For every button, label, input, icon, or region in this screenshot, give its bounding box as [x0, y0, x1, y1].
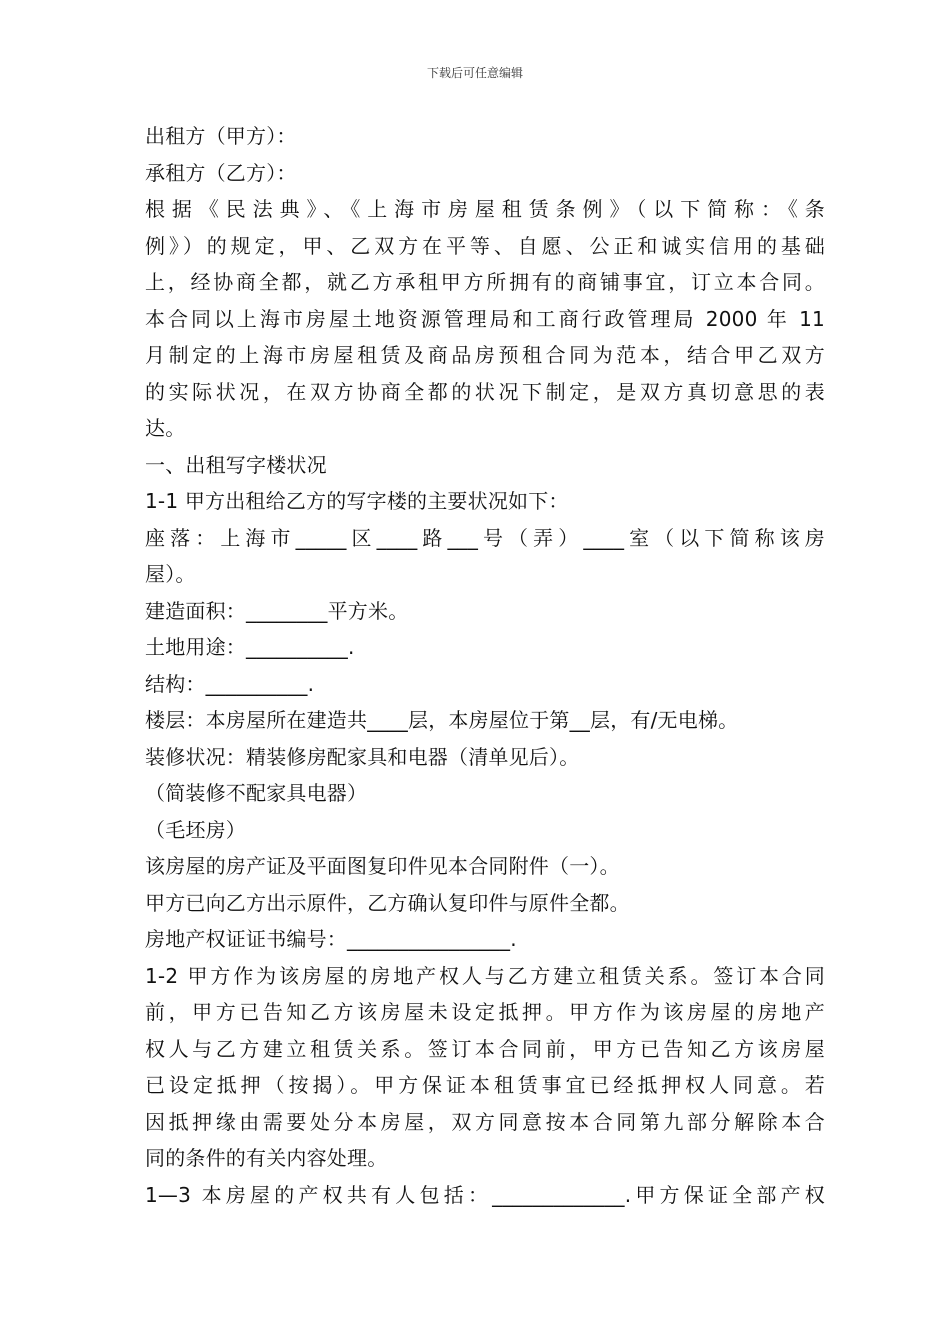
text-line-land-use: 土地用途：__________.	[145, 635, 355, 659]
text-line-location-1: 座落：上海市_____区____路___号（弄）____室（以下简称该房	[145, 525, 825, 550]
text-line-template-4: 达。	[145, 416, 186, 440]
clause-1-2-line-5: 因抵押缘由需要处分本房屋，双方同意按本合同第九部分解除本合	[145, 1109, 825, 1134]
clause-1-1: 1-1 甲方出租给乙方的写字楼的主要状况如下：	[145, 489, 569, 513]
text-line-preamble-3: 上，经协商全都，就乙方承租甲方所拥有的商铺事宜，订立本合同。	[145, 270, 825, 294]
text-line-certificate-copy: 该房屋的房产证及平面图复印件见本合同附件（一）。	[145, 854, 620, 878]
page-header: 下载后可任意编辑	[426, 66, 523, 80]
text-line-location-2: 屋）。	[145, 562, 196, 586]
text-line-certificate-number: 房地产权证证书编号：________________.	[145, 927, 517, 951]
document-body	[145, 118, 825, 1213]
text-line-structure: 结构：__________.	[145, 671, 315, 696]
clause-1-3-line-1: 1—3 本房屋的产权共有人包括：_____________.甲方保证全部产权	[145, 1182, 825, 1207]
text-line-template-2: 月制定的上海市房屋租赁及商品房预租合同为范本，结合甲乙双方	[145, 343, 825, 367]
clause-1-2-line-2: 前，甲方已告知乙方该房屋未设定抵押。甲方作为该房屋的房地产	[145, 1000, 825, 1024]
text-line-simple-decoration: （简装修不配家具电器）	[145, 781, 368, 805]
text-line-decoration: 装修状况：精装修房配家具和电器（清单见后）。	[145, 744, 580, 769]
text-line-preamble-2: 例》）的规定，甲、乙双方在平等、自愿、公正和诚实信用的基础	[145, 233, 825, 258]
text-line-preamble-1: 根据《民法典》、《上海市房屋租赁条例》（以下简称：《条	[145, 197, 825, 221]
section-heading-1: 一、出租写字楼状况	[145, 452, 327, 477]
text-line-lessee: 承租方（乙方）：	[145, 160, 297, 185]
text-line-original-shown: 甲方已向乙方出示原件，乙方确认复印件与原件全都。	[145, 890, 630, 915]
clause-1-2-line-1: 1-2 甲方作为该房屋的房地产权人与乙方建立租赁关系。签订本合同	[145, 963, 825, 988]
clause-1-2-line-4: 已设定抵押（按揭）。甲方保证本租赁事宜已经抵押权人同意。若	[145, 1073, 825, 1097]
text-line-template-1: 本合同以上海市房屋土地资源管理局和工商行政管理局 2000 年 11	[145, 306, 825, 331]
text-line-floor: 楼层：本房屋所在建造共____层，本房屋位于第__层，有/无电梯。	[145, 708, 739, 732]
text-line-template-3: 的实际状况，在双方协商全都的状况下制定，是双方真切意思的表	[145, 379, 825, 404]
text-line-floor-area: 建造面积：________平方米。	[145, 598, 409, 623]
clause-1-2-line-3: 权人与乙方建立租赁关系。签订本合同前，甲方已告知乙方该房屋	[145, 1036, 825, 1061]
text-line-bare-shell: （毛坯房）	[145, 817, 246, 842]
clause-1-2-line-6: 同的条件的有关内容处理。	[145, 1146, 388, 1170]
text-line-lessor: 出租方（甲方）：	[145, 124, 297, 148]
